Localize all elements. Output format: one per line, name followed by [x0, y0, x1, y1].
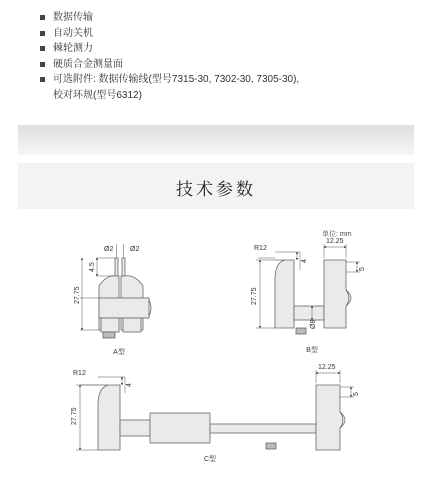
- type-b-label: B型: [306, 347, 318, 354]
- type-a-dim-height: 27.75: [74, 286, 81, 304]
- type-c-label: C型: [203, 456, 217, 463]
- type-c-dim-radius: R12: [73, 370, 86, 377]
- type-b-knob: [296, 328, 306, 334]
- type-b-dim-jaw-thk: 4: [301, 259, 308, 263]
- type-c-jaw-right: [316, 385, 343, 450]
- type-a-tip-right: [122, 258, 125, 276]
- type-a-dim-tip-length: 4.5: [89, 262, 96, 272]
- type-b-dim-radius: R12: [254, 245, 267, 252]
- unit-note: 单位: mm: [322, 231, 352, 238]
- type-c-dim-jaw-edge: 5: [353, 392, 360, 396]
- type-b-dim-jaw-width: 12.25: [326, 238, 344, 245]
- type-c-dim-jaw-width: 12.25: [318, 364, 336, 371]
- feature-item: 棘轮测力: [40, 41, 420, 57]
- feature-item: 自动关机: [40, 26, 420, 42]
- type-b-dim-height: 27.75: [251, 287, 258, 305]
- type-a-foot-left: [101, 318, 119, 332]
- type-b-anvil-left: [275, 260, 294, 328]
- type-b-jaw-right: [324, 260, 349, 328]
- type-c-anvil-left: [98, 385, 120, 450]
- type-b-dim-jaw-edge: 5: [359, 267, 366, 271]
- type-b-spindle: [294, 306, 324, 320]
- type-a-dim-tip-left: Ø2: [104, 246, 114, 253]
- type-a-foot-right: [123, 318, 141, 332]
- type-c-body: [150, 413, 210, 443]
- type-b-dim-spindle: Ø8: [310, 319, 317, 329]
- type-c-rod-left: [120, 420, 150, 436]
- type-c-dim-height: 27.75: [71, 407, 78, 425]
- type-c-dim-jaw-thk: 4: [126, 383, 133, 387]
- feature-item: 数据传输: [40, 10, 420, 26]
- feature-item: 硬质合金测量面: [40, 57, 420, 73]
- type-a-drawing: [99, 258, 151, 338]
- type-c-rod-right: [210, 424, 316, 433]
- type-a-body: [99, 298, 149, 318]
- type-a-dim-tip-right: Ø2: [130, 246, 140, 253]
- feature-item: 可选附件: 数据传输线(型号7315-30, 7302-30, 7305-30), 校对环规(型号6312): [40, 72, 420, 103]
- type-a-tip-left: [115, 258, 118, 276]
- type-a-knob: [103, 332, 115, 338]
- type-c-knob: [266, 443, 276, 449]
- type-a-label: A型: [113, 349, 125, 356]
- section-title: 技术参数: [176, 180, 256, 199]
- type-c-drawing: [98, 385, 345, 450]
